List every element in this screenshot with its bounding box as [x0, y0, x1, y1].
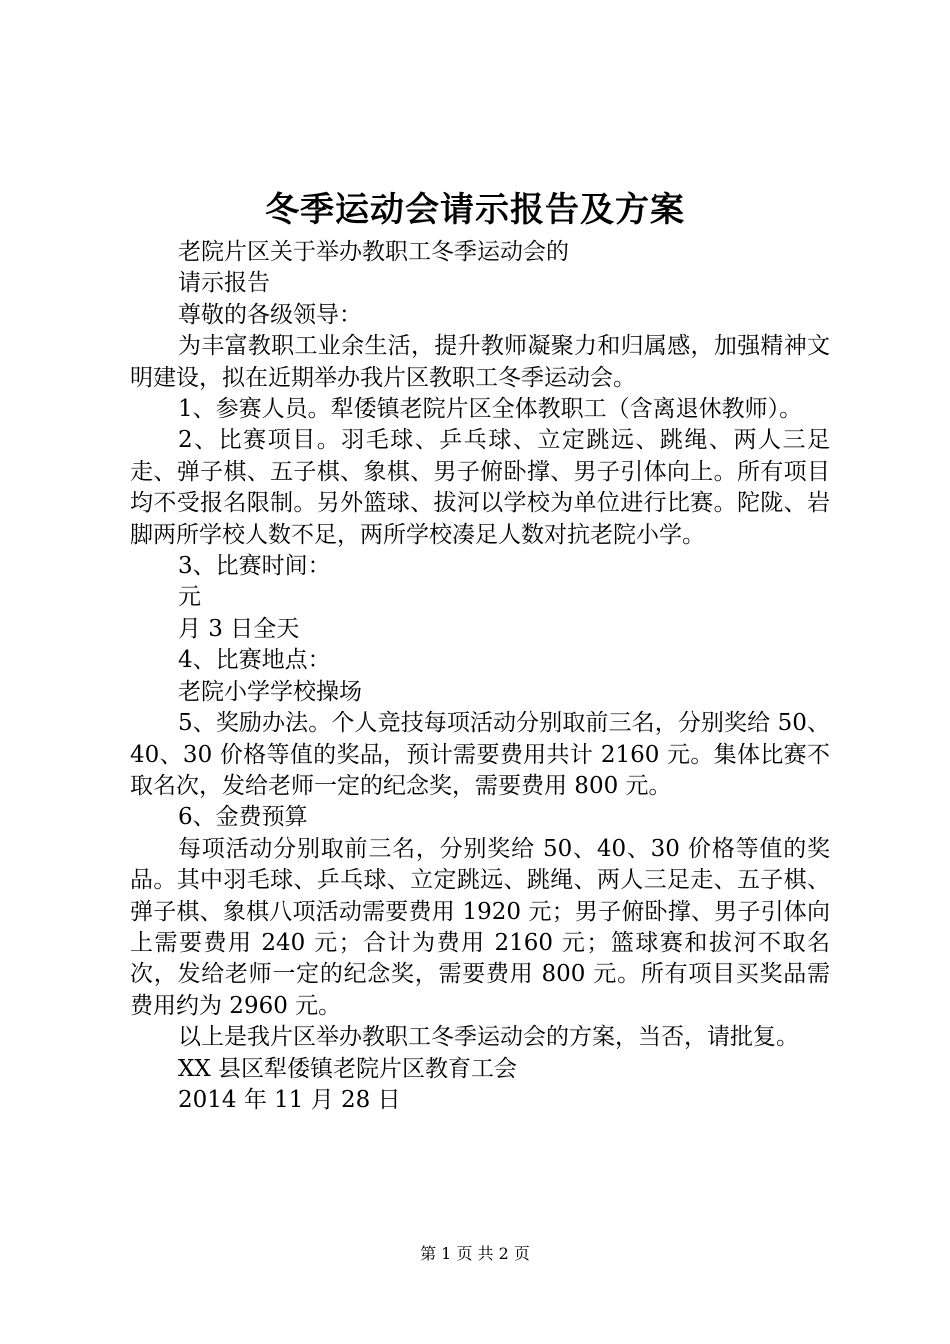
section-time-line-2: 月 3 日全天: [178, 615, 300, 642]
closing-request: 以上是我片区举办教职工冬季运动会的方案，当否，请批复。: [178, 1024, 799, 1051]
document-body: [130, 237, 830, 1116]
signature-organization: XX 县区犁倭镇老院片区教育工会: [178, 1055, 518, 1082]
signature-date: 2014 年 11 月 28 日: [178, 1086, 401, 1113]
intro-paragraph: 为丰富教职工业余生活，提升教师凝聚力和归属感，加强精神文明建设，拟在近期举办我片区教职工冬季运动会。: [130, 333, 830, 391]
section-time-heading: 3、比赛时间：: [178, 553, 331, 580]
section-budget-heading: 6、金费预算: [178, 804, 308, 831]
section-budget: 每项活动分别取前三名，分别奖给 50、40、30 价格等值的奖品。其中羽毛球、乒乓球、立定跳远、跳绳、两人三足走、五子棋、弹子棋、象棋八项活动需要费用 1920 元；男子俯卧撑、男子引体向上需要费用 240 元；合计为费用 2160 元；篮球赛和拔河不取名次，发给老师一定的纪念奖，需要费用 800 元。所有项目买奖品需费用约为 2960 元。: [130, 835, 830, 1019]
salutation: 尊敬的各级领导：: [178, 301, 362, 328]
section-venue: 老院小学学校操场: [178, 678, 362, 705]
section-venue-heading: 4、比赛地点：: [178, 647, 331, 674]
section-awards: 5、奖励办法。个人竞技每项活动分别取前三名，分别奖给 50、40、30 价格等值的奖品，预计需要费用共计 2160 元。集体比赛不取名次，发给老师一定的纪念奖，需要费用 800 元。: [130, 710, 830, 799]
section-events: 2、比赛项目。羽毛球、乒乓球、立定跳远、跳绳、两人三足走、弹子棋、五子棋、象棋、男子俯卧撑、男子引体向上。所有项目均不受报名限制。另外篮球、拔河以学校为单位进行比赛。陀陇、岩脚两所学校人数不足，两所学校凑足人数对抗老院小学。: [130, 427, 830, 548]
section-participants: 1、参赛人员。犁倭镇老院片区全体教职工（含离退休教师）。: [178, 396, 803, 423]
page-number: 第 1 页 共 2 页: [420, 1244, 530, 1263]
document-title: 冬季运动会请示报告及方案: [265, 190, 685, 230]
report-heading-line-2: 请示报告: [178, 270, 270, 297]
section-time-line-1: 元: [178, 584, 201, 611]
report-heading-line-1: 老院片区关于举办教职工冬季运动会的: [178, 239, 569, 265]
